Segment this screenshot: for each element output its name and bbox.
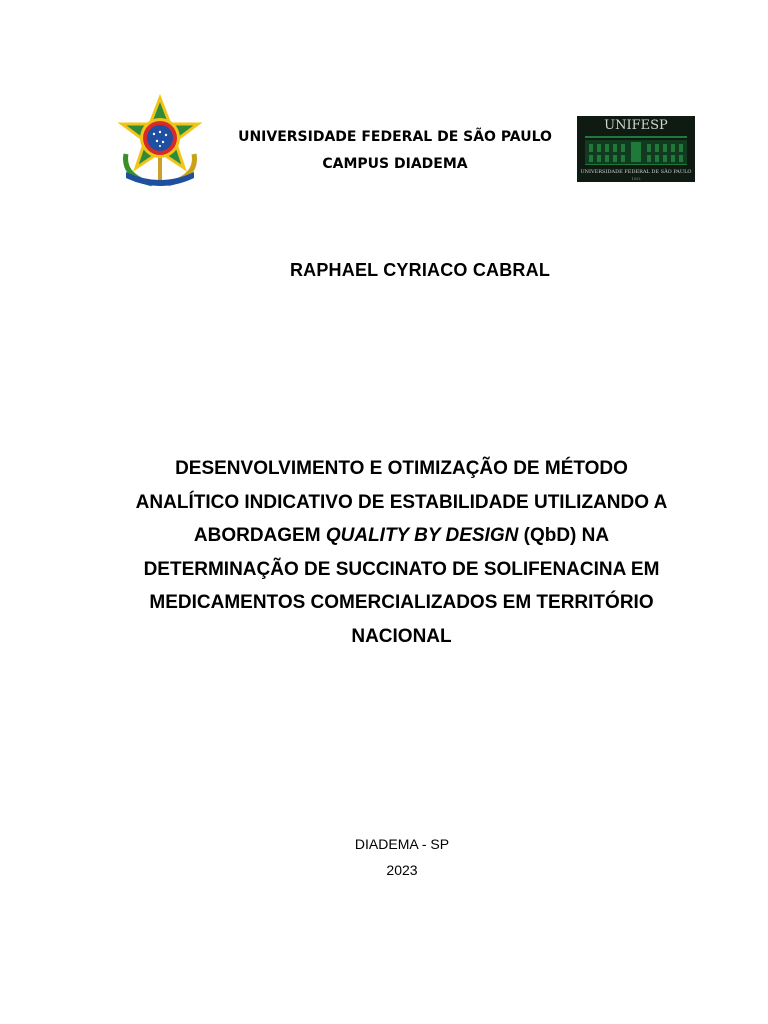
unifesp-logo-year: 1933	[631, 177, 641, 181]
title-line: MEDICAMENTOS COMERCIALIZADOS EM TERRITÓRIO	[149, 592, 654, 614]
publication-year: 2023	[386, 862, 418, 878]
title-line: ANALÍTICO INDICATIVO DE ESTABILIDADE UTILIZANDO A	[135, 491, 668, 513]
campus-name: CAMPUS DIADEMA	[322, 156, 468, 172]
university-name: UNIVERSIDADE FEDERAL DE SÃO PAULO	[238, 129, 552, 145]
unifesp-logo	[577, 116, 695, 182]
thesis-title	[100, 452, 703, 654]
title-text: ABORDAGEM	[193, 525, 326, 547]
title-line: NACIONAL	[351, 625, 452, 647]
brazil-coat-of-arms-icon	[112, 94, 208, 190]
city-state: DIADEMA - SP	[354, 836, 450, 852]
title-text: (QbD) NA	[518, 525, 610, 547]
title-line: DETERMINAÇÃO DE SUCCINATO DE SOLIFENACINA EM	[143, 558, 660, 580]
institution-header	[228, 124, 562, 178]
unifesp-logo-subtext: UNIVERSIDADE FEDERAL DE SÃO PAULO	[580, 169, 692, 175]
title-italic-term: QUALITY BY DESIGN	[325, 525, 519, 547]
title-line: DESENVOLVIMENTO E OTIMIZAÇÃO DE MÉTODO	[175, 458, 628, 479]
title-line	[100, 519, 703, 553]
unifesp-logo-text: UNIFESP	[604, 118, 668, 133]
author-name: RAPHAEL CYRIACO CABRAL	[289, 260, 551, 280]
